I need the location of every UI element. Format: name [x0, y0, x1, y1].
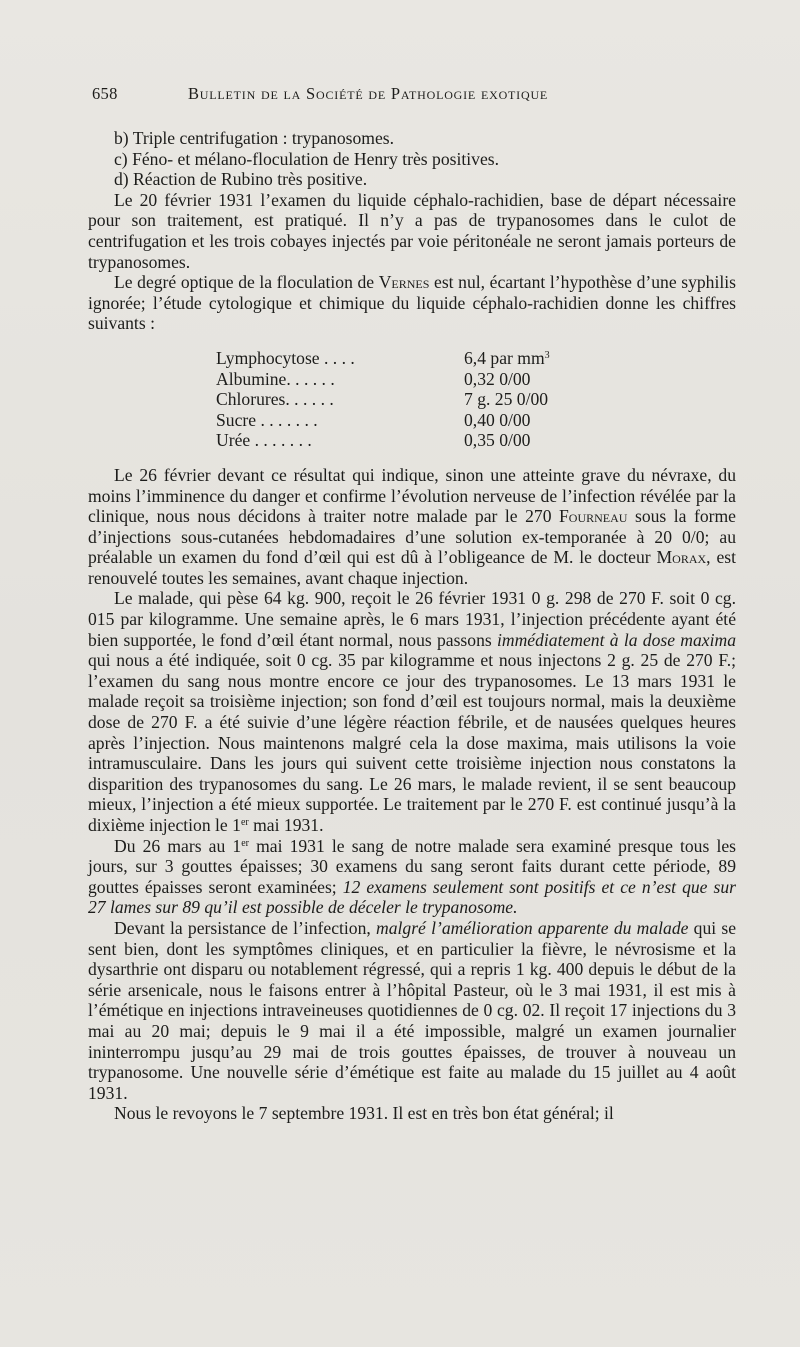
author-name: Vernes — [378, 272, 430, 293]
paragraph-follow-up: Nous le revoyons le 7 septembre 1931. Il est en très bon état général; il — [114, 1103, 614, 1124]
csf-label: Urée . . . . . . . — [216, 430, 312, 451]
csf-results-table — [216, 348, 550, 451]
csf-label: Albumine. . . . . . — [216, 368, 335, 389]
table-row — [216, 369, 550, 390]
table-row — [216, 430, 550, 451]
csf-value: 6,4 par $mm^3$ — [464, 347, 550, 368]
paragraph-dosage: Le malade, qui pèse 64 kg. 900, reçoit le 26 février 1931 0 g. 298 de 270 F. soit 0 cg. 015 par kilogramme. Une semaine après, le 6 mars 1931, l’injection précédente ayant été bien supportée, le fond d’œil étant normal, nous passons immédiatement à la dose maxima qui nous a été indiquée, soit 0 cg. 35 par kilogramme et nous injectons 2 g. 25 de 270 F.; l’examen du sang nous montre encore ce jour des trypanosomes. Le 13 mars 1931 le malade reçoit sa troisième injection; son fond d’œil est toujours normal, mais la deuxième dose de 270 F. a été suivie d’une légère réaction fébrile, et de nausées quelques heures après l’injection. Nous maintenons malgré cela la dose maxima, mais utilisons la voie intramusculaire. Dans les jours qui suivent cette troisième injection nous constatons la disparition des trypanosomes du sang. Le 26 mars, le malade revient, il se sent beaucoup mieux, l’injection a été mieux supportée. Le traitement par le 270 F. est continué jusqu’à la dixième injection le 1er mai 1931. — [88, 588, 736, 835]
csf-value: 7 g. 25 0/00 — [464, 389, 549, 410]
csf-label: Chlorures. . . . . . — [216, 389, 334, 410]
table-row — [216, 410, 550, 431]
csf-value: 0,35 0/00 — [464, 430, 531, 451]
paragraph-treatment-start: Le 26 février devant ce résultat qui indique, sinon une atteinte grave du névraxe, du moins l’imminence du danger et confirme l’évolution nerveuse de l’infection révélée par la clinique, nous nous décidons à traiter notre malade par le 270 Fourneau sous la forme d’injections sous-cutanées hebdomadaires d’une solution ex-temporanée à 20 0/0; au préalable un examen du fond d’œil qui est dû à l’obligeance de M. le docteur Morax, est renouvelé toutes les semaines, avant chaque injection. — [88, 464, 736, 588]
article-body — [88, 128, 736, 1124]
list-item-b: b) Triple centrifugation : trypanosomes. — [114, 128, 394, 148]
paragraph-blood-exams: Du 26 mars au 1er mai 1931 le sang de notre malade sera examiné presque tous les jours, sur 3 gouttes épaisses; 30 examens du sang seront faits durant cette période, 89 gouttes épaisses seront examinées; 12 examens seulement sont positifs et ce n’est que sur 27 lames sur 89 qu’il est possible de déceler le trypanosome. — [88, 835, 736, 918]
list-item-d: d) Réaction de Rubino très positive. — [114, 169, 368, 190]
author-name: Fourneau — [559, 506, 628, 527]
list-item-c: c) Féno- et mélano-floculation de Henry très positives. — [114, 148, 499, 169]
paragraph-vernes: Le degré optique de la floculation de Vernes est nul, écartant l’hypothèse d’une syphilis ignorée; l’étude cytologique et chimique du liquide céphalo-rachidien donne les chiffres suivants : — [88, 272, 736, 334]
csf-label: Lymphocytose . . . . — [216, 347, 355, 368]
page-number: 658 — [92, 84, 118, 103]
author-name: Morax — [656, 547, 707, 568]
paragraph-emetique: Devant la persistance de l’infection, malgré l’amélioration apparente du malade qui se sent bien, dont les symptômes cliniques, et en particulier la fièvre, le névrosisme et la dysarthrie ont disparu ou notablement régressé, qui a repris 1 kg. 400 depuis le début de la série arsenicale, nous le faisons entrer à l’hôpital Pasteur, où le 3 mai 1931, il est mis à l’émétique en injections intraveineuses quotidiennes de 0 cg. 02. Il reçoit 17 injections du 3 mai au 20 mai; depuis le 9 mai il a été impossible, malgré un examen journalier ininterrompu jusqu’au 29 mai de trois gouttes épaisses, de trouver à nouveau un trypanosome. Une nouvelle série d’émétique est faite au malade du 15 juillet au 4 août 1931. — [88, 917, 737, 1103]
journal-title: Bulletin de la Société de Pathologie exotique — [188, 84, 549, 103]
csf-value: 0,32 0/00 — [464, 368, 531, 389]
paragraph-csf-exam: Le 20 février 1931 l’examen du liquide céphalo-rachidien, base de départ nécessaire pour son traitement, est pratiqué. Il n’y a pas de trypanosomes dans le culot de centrifugation et les trois cobayes injectés par voie péritonéale ne seront jamais porteurs de trypanosomes. — [88, 189, 736, 272]
csf-value: 0,40 0/00 — [464, 409, 531, 430]
csf-label: Sucre . . . . . . . — [216, 409, 318, 430]
table-row — [216, 348, 550, 369]
table-row — [216, 389, 550, 410]
